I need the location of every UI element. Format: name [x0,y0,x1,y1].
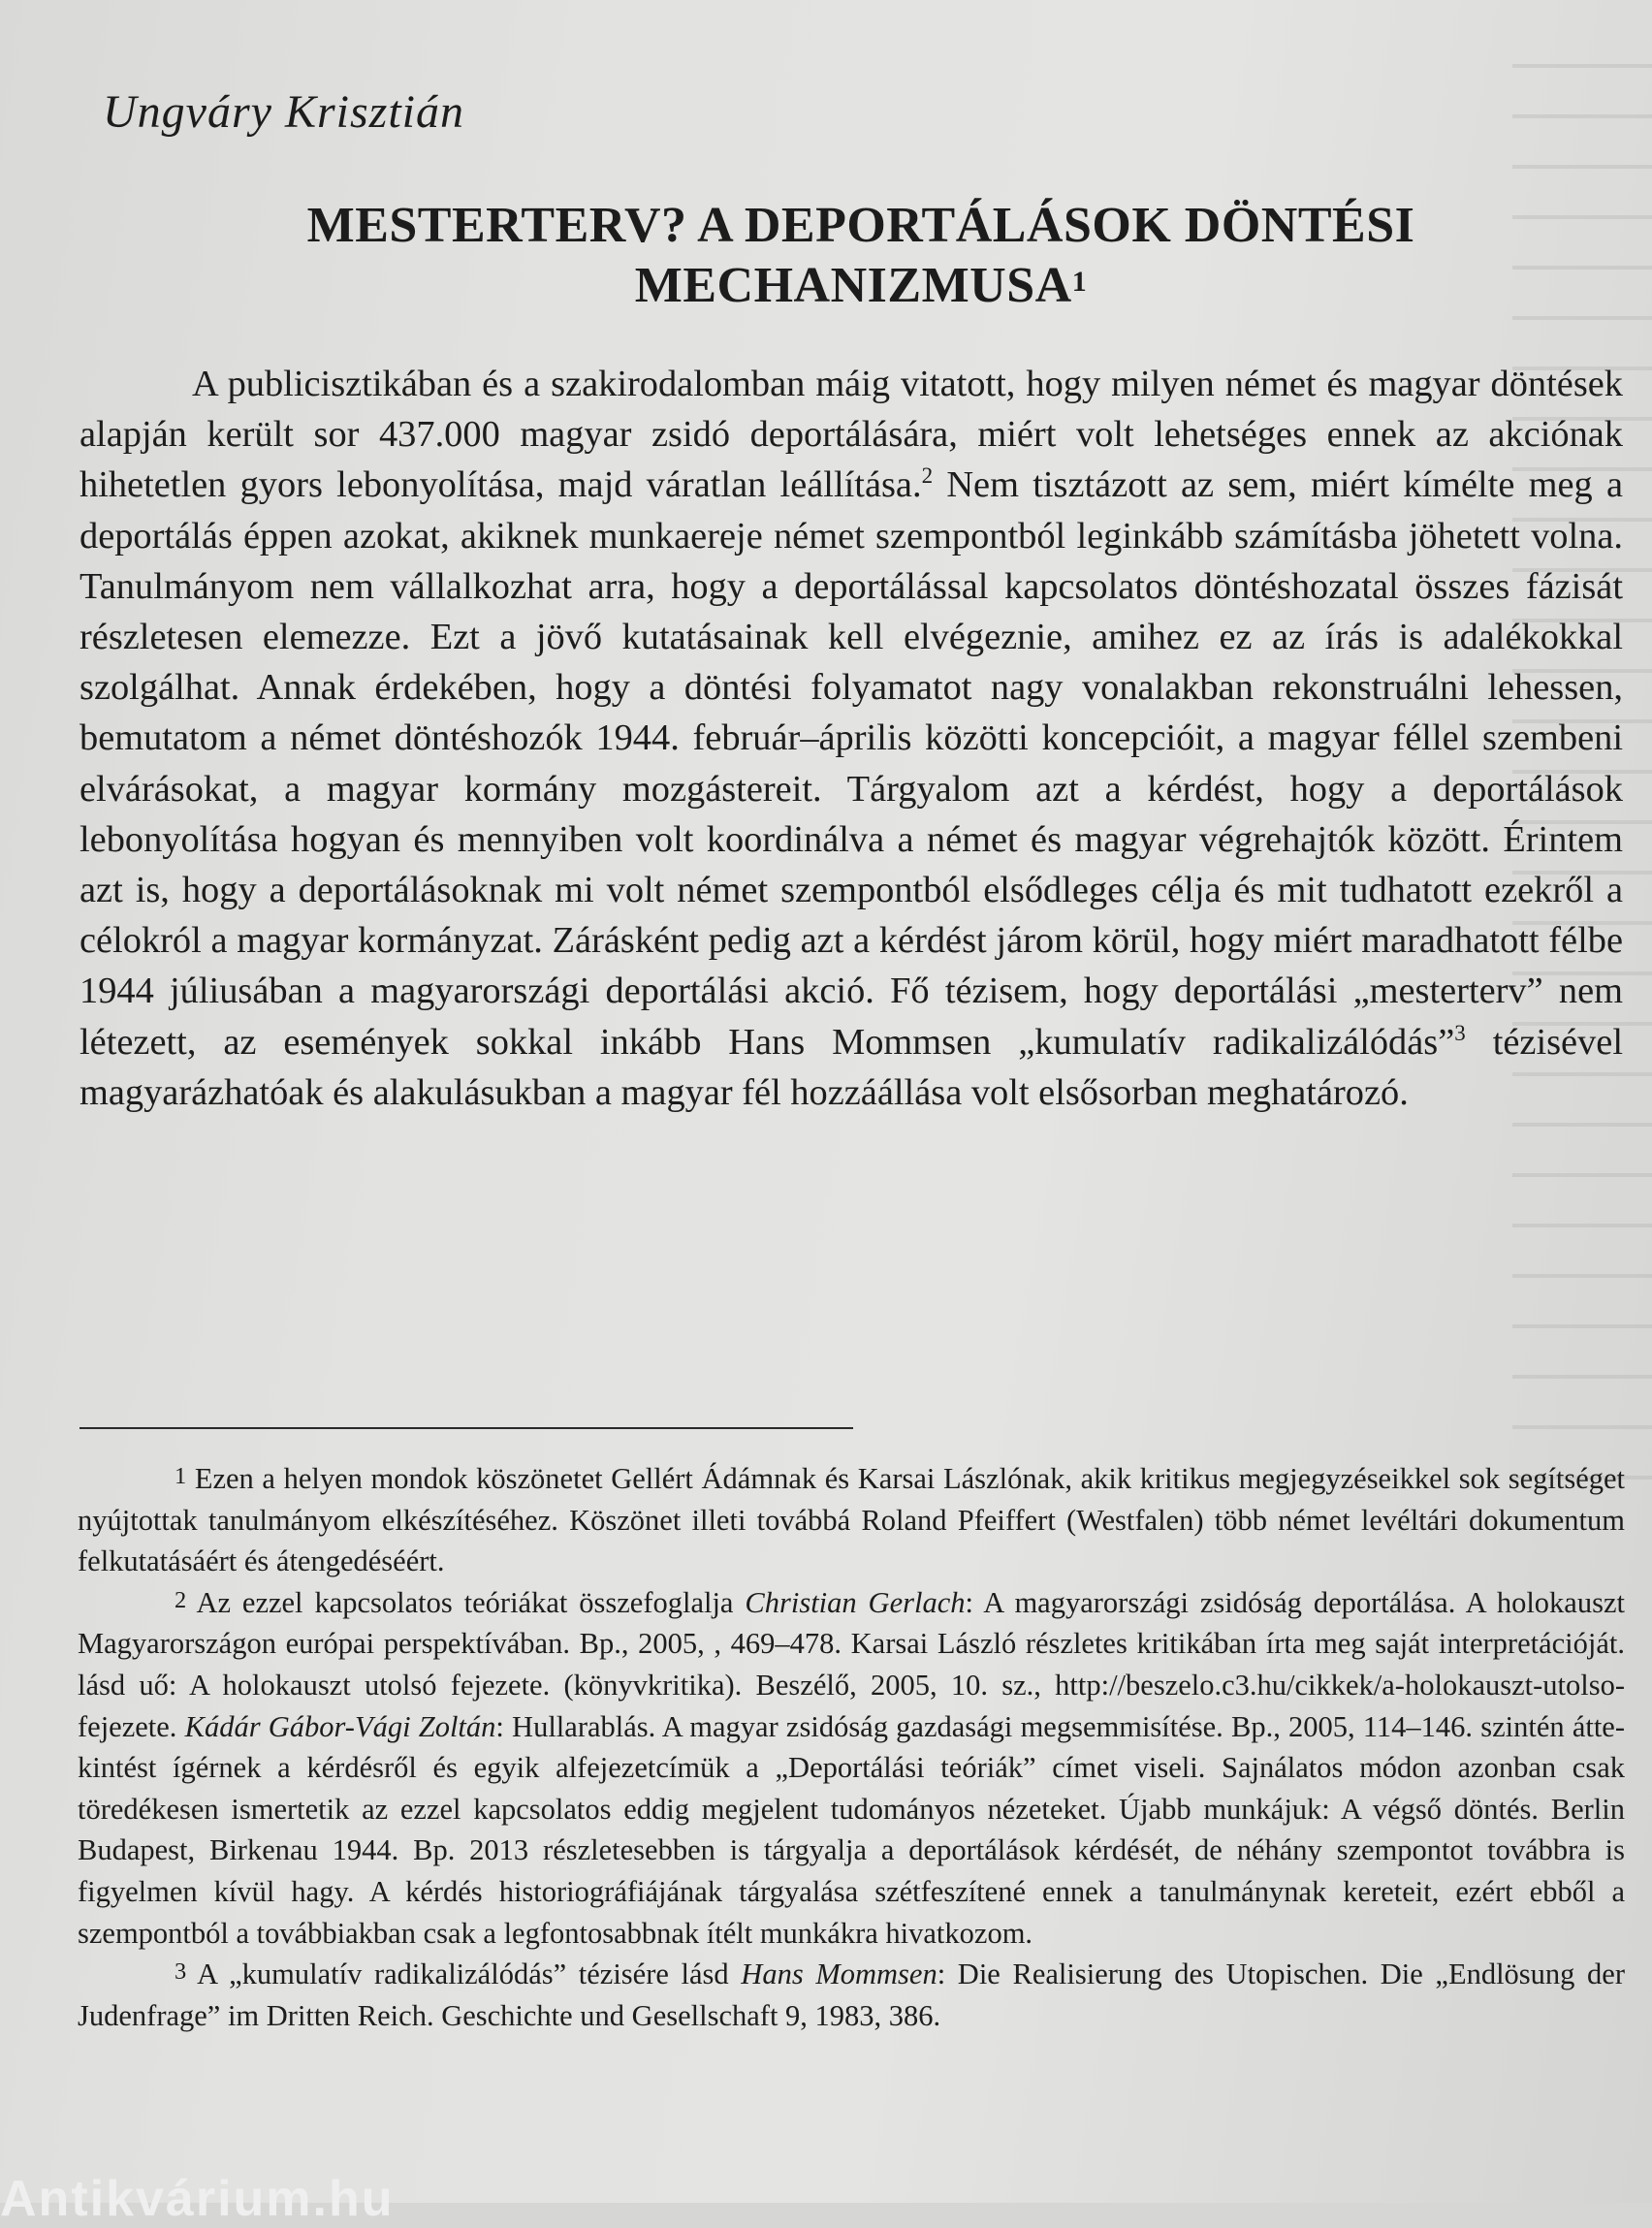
body-part-3: tézisével magyarázhatóak és alakulásukban a magyar fél hozzáállása volt elsősorban meghatározó. [79,1021,1623,1113]
body-part-2: Nem tisztázott az sem, miért kímélte meg a deportálás éppen azokat, akiknek munkaereje német szempontból leginkább számításba jöhetett volna. Tanulmányom nem vállalkozhat arra, hogy a deportálással kapcsolatos döntéshozatal összes fázisát részletesen elemezze. Ezt a jövő kutatásainak kell elvégeznie, amihez ez az írás is adalékokkal szolgálhat. Annak érdekében, hogy a döntési folyamatot nagy vonalakban rekonstruálni lehessen, bemutatom a német döntéshozók 1944. február–április közötti koncepcióit, a magyar féllel szembeni elvárásokat, a magyar kormány mozgástereit. Tárgyalom azt a kérdést, hogy a deportálások lebonyolítása hogyan és mennyiben volt koordinálva a német és magyar végrehajtók között. Érintem azt is, hogy a deportálásoknak mi volt német szempontból elsődleges célja és mit tudhatott ezekről a célokról a magyar kormányzat. Zárásként pedig azt a kérdést járom körül, hogy miért maradhatott félbe 1944 júliusában a magyarországi deportálási akció. Fő tézisem, hogy deportálási „mesterterv” nem létezett, az események sokkal inkább Hans Mommsen „kumulatív radikalizálódás” [79,464,1623,1063]
footnotes [78,1458,1625,2036]
footnote-ref-3: 3 [1454,1019,1466,1045]
footnote-1-text: Ezen a helyen mondok köszönetet Gellért Ádámnak és Karsai Lászlónak, akik kritikus megjegyzéseikkel sok segítséget nyújtottak tanulmányom elkészítéséhez. Köszönet illeti továbbá Roland Pfeiffert (Westfalen) több német levéltári dokumentum felkutatásáért és átengedéséért. [78,1462,1625,1578]
footnote-2-text-c: : Hullarablás. A magyar zsidóság gazdasági megsemmisítése. Bp., 2005, 114–146. szintén áttekintést ígérnek a kérdésről és egyik alfejezetcímük a „Deportálási teóriák” címet viseli. Sajnálatos módon azonban csak töredékesen ismertetik az ezzel kapcsolatos eddig megjelent tudományos nézeteket. Újabb munkájuk: A végső döntés. Berlin Budapest, Birkenau 1944. Bp. 2013 részletesebben is tárgyalja a deportálások kérdését, de néhány szempontot továbbra is figyelmen kívül hagy. A kérdés historiográfiájának tárgyalása szétfeszítené ennek a tanulmánynak kereteit, ezért ebből a szempontból a továbbiakban csak a legfontosabbnak ítélt munkákra hivatkozom. [78,1709,1626,1950]
footnote-3-number: 3 [175,1958,187,1986]
footnote-2-authors-kadar-vagi: Kádár Gábor-Vági Zoltán [184,1709,496,1743]
footnote-1-number: 1 [175,1463,187,1489]
footnote-1 [78,1458,1625,1582]
title-footnote-ref: 1 [1071,266,1088,298]
footnote-3-text-b: : Die Realisierung des Utopischen. Die „Endlösung der Judenfrage” im Dritten Reich. Geschichte und Gesellschaft 9, 1983, 386. [78,1957,1625,2032]
title-line-1: MESTERTERV? A DEPORTÁLÁSOK DÖNTÉSI [306,198,1415,253]
footnote-2-author-gerlach: Christian Gerlach [745,1585,966,1619]
footnote-2 [78,1582,1625,1954]
title-line-2-text: MECHANIZMUSA [634,258,1072,313]
author-name: Ungváry Krisztián [103,86,465,138]
footnote-2-number: 2 [175,1586,187,1613]
footnote-separator [79,1427,853,1429]
body-paragraph [79,359,1623,1118]
footnote-3-author-mommsen: Hans Mommsen [741,1957,937,1991]
article-title [97,196,1625,316]
footnote-ref-2: 2 [921,462,934,489]
watermark: Antikvárium.hu [0,2171,395,2227]
footnote-3-text-a: A „kumulatív radikalizálódás” tézisére lásd [197,1957,742,1991]
footnote-2-text-a: Az ezzel kapcsolatos teóriákat összefoglalja [196,1585,746,1619]
title-line-2 [97,256,1625,316]
footnote-3 [78,1954,1625,2036]
footnote-2-text-b: : A magyarországi zsidóság deportálása. A holokauszt Magyarországon európai perspektívában. Bp., 2005, , 469–478. Karsai László részletes kritikában írta meg saját interpretációját. lásd uő: A holokauszt utolsó fejezete. (könyvkritika). Beszélő, 2005, 10. sz., http://beszelo.c3.hu/cikkek/a-holokauszt-utolso-fejezete. [78,1585,1625,1743]
body-part-1: A publicisztikában és a szakirodalomban máig vitatott, hogy milyen német és magyar döntések alapján került sor 437.000 magyar zsidó deportálására, miért volt lehetséges ennek az akciónak hihetetlen gyors lebonyolítása, majd váratlan leállítása. [79,364,1623,506]
